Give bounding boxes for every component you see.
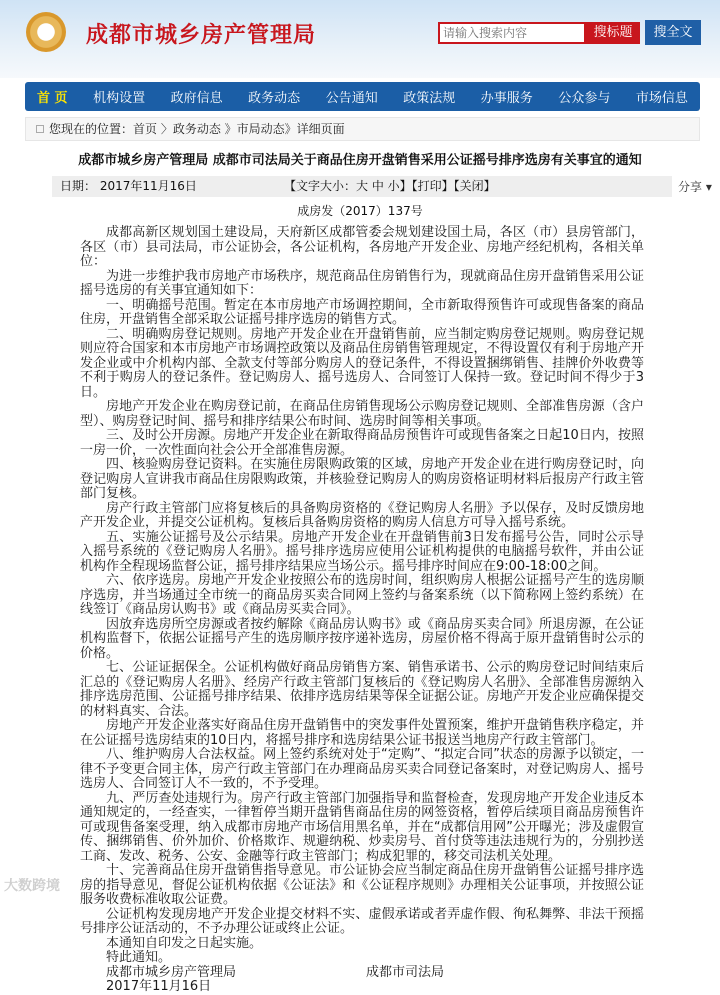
paragraph: 八、维护购房人合法权益。网上签约系统对处于“定购”、“拟定合同”状态的房源予以锁定，一律不予变更合同主体，房产行政主管部门在办理商品房买卖合同登记备案时，对登记购房人、摇号选房人、合同签订人不一致的，不予受理。	[80, 747, 644, 791]
paragraph: 三、及时公开房源。房地产开发企业在新取得商品房预售许可或现售备案之日起10日内，按照一房一价，一次性面向社会公开全部准售房源。	[80, 428, 644, 458]
article-meta-row	[52, 176, 720, 197]
paragraph: 为进一步维护我市房地产市场秩序，规范商品住房销售行为，现就商品住房开盘销售采用公证摇号选房的有关事宜通知如下：	[80, 268, 644, 298]
search-input[interactable]	[438, 22, 586, 44]
paragraph: 七、公证证据保全。公证机构做好商品房销售方案、销售承诺书、公示的购房登记时间结束后汇总的《登记购房人名册》、经房产行政主管部门复核后的《登记购房人名册》、全部准售房源纳入排序选房范围、公证摇号排序结果、依排序选房结果等保全证据公证。房地产开发企业应确保提交的材料真实、合法。	[80, 660, 644, 719]
article-body	[80, 226, 644, 995]
site-title: 成都市城乡房产管理局	[86, 22, 317, 48]
paragraph: 房产行政主管部门应将复核后的具备购房资格的《登记购房人名册》予以保存，及时反馈房地产开发企业，并提交公证机构。复核后具备购房资格的购房人信息方可导入摇号系统。	[80, 500, 644, 530]
nav-gov-info[interactable]: 政府信息	[170, 91, 223, 106]
nav-services[interactable]: 办事服务	[480, 91, 533, 106]
nav-policy[interactable]: 政策法规	[403, 91, 456, 106]
document-number: 成房发（2017）137号	[297, 204, 423, 218]
paragraph: 二、明确购房登记规则。房地产开发企业在开盘销售前，应当制定购房登记规则。购房登记规则应符合国家和本市房地产市场调控政策以及商品住房销售管理规定，不得设置仅有利于房地产开发企业或中介机构内部、全款支付等部分购房人的登记条件，不得设置捆绑销售、挂牌价外收费等不利于购房人的登记条件。登记购房人、摇号选房人、合同签订人保持一致。登记时间不得少于3日。	[80, 326, 644, 400]
paragraph: 一、明确摇号范围。暂定在本市房地产市场调控期间，全市新取得预售许可或现售备案的商品住房，开盘销售全部采取公证摇号排序选房的销售方式。	[80, 297, 644, 327]
nav-org[interactable]: 机构设置	[93, 91, 146, 106]
breadcrumb-text[interactable]: 您现在的位置：首页 〉政务动态 》市局动态》详细页面	[49, 122, 345, 136]
paragraph: 五、实施公证摇号及公示结果。房地产开发企业在开盘销售前3日发布摇号公告，同时公示导入摇号系统的《登记购房人名册》。摇号排序选房应使用公证机构提供的电脑摇号软件，并由公证机构作全程现场监督公证，摇号排序结果应当场公示。摇号排序时间应在9:00-18:00之间。	[80, 529, 644, 574]
article-title: 成都市城乡房产管理局 成都市司法局关于商品住房开盘销售采用公证摇号排序选房有关事宜的通知	[78, 153, 642, 168]
share-button[interactable]: 分享 ▾	[678, 180, 712, 194]
paragraph: 房地产开发企业落实好商品住房开盘销售中的突发事件处置预案，维护开盘销售秩序稳定，并在公证摇号选房结束的10日内，将摇号排序和选房结果公证书报送当地房产行政主管部门。	[80, 718, 644, 748]
main-nav	[25, 82, 700, 111]
nav-market[interactable]: 市场信息	[635, 91, 688, 106]
sign-date: 2017年11月16日	[106, 979, 212, 994]
signer-justice-bureau: 成都市司法局	[366, 964, 445, 980]
recipients: 成都高新区规划国土建设局，天府新区成都管委会规划建设国土局，各区（市）县房管部门，各区（市）县司法局，市公证协会，各公证机构，各房地产开发企业、房地产经纪机构，各相关单位：	[80, 225, 644, 269]
share-label: 分享	[678, 180, 703, 194]
article-date: 日期： 2017年11月16日	[60, 179, 197, 193]
paragraph: 房地产开发企业在购房登记前，在商品住房销售现场公示购房登记规则、全部准售房源（含户型）、购房登记时间、摇号和排序结果公布时间、选房时间等相关事项。	[80, 399, 644, 429]
paragraph: 十、完善商品住房开盘销售指导意见。市公证协会应当制定商品住房开盘销售公证摇号排序选房的指导意见，督促公证机构依据《公证法》和《公证程序规则》办理相关公证事项，并按照公证服务收费标准收取公证费。	[80, 863, 644, 907]
paragraph: 九、严厉查处违规行为。房产行政主管部门加强指导和监督检查，发现房地产开发企业违反本通知规定的，一经查实，一律暂停当期开盘销售商品住房的网签资格，暂停后续项目商品房预售许可或现售备案受理，纳入成都市房地产市场信用黑名单，并在“成都信用网”公开曝光；涉及虚假宣传、捆绑销售、价外加价、价格欺诈、规避纳税、炒卖房号、首付贷等违法违规行为的，分别抄送工商、发改、税务、公安、金融等行政主管部门；构成犯罪的，移交司法机关处理。	[80, 790, 644, 864]
breadcrumb	[25, 117, 700, 141]
paragraph: 因放弃选房所空房源或者按约解除《商品房认购书》或《商品房买卖合同》所退房源，在公证机构监督下，依据公证摇号产生的选房顺序按序递补选房，房屋价格不得高于原开盘销售时公示的价格。	[80, 616, 644, 661]
site-header	[0, 0, 720, 78]
bureau-logo	[26, 12, 66, 52]
nav-news[interactable]: 政务动态	[248, 91, 301, 106]
watermark: 大数跨境	[4, 878, 60, 894]
signer-housing-bureau: 成都市城乡房产管理局	[106, 964, 237, 980]
nav-home[interactable]: 首 页	[37, 91, 68, 106]
nav-public[interactable]: 公众参与	[558, 91, 611, 106]
paragraph: 四、核验购房登记资料。在实施住房限购政策的区域，房地产开发企业在进行购房登记时，向登记购房人宣讲我市商品住房限购政策，并核验登记购房人的购房资格证明材料后报房产行政主管部门复核。	[80, 457, 644, 501]
article-meta-bar	[52, 176, 672, 197]
square-icon	[36, 125, 44, 133]
paragraph: 本通知自印发之日起实施。	[106, 935, 263, 951]
signatures	[80, 966, 644, 981]
paragraph: 公证机构发现房地产开发企业提交材料不实、虚假承诺或者弄虚作假、徇私舞弊、非法干预摇号排序公证活动的，不予办理公证或终止公证。	[80, 906, 644, 936]
paragraph: 六、依序选房。房地产开发企业按照公布的选房时间，组织购房人根据公证摇号产生的选房顺序选房，并当场通过全市统一的商品房买卖合同网上签约与备案系统（以下简称网上签约系统）在线签订《商品房认购书》或《商品房买卖合同》。	[80, 573, 644, 617]
nav-notices[interactable]: 公告通知	[325, 91, 378, 106]
article-tools[interactable]: 【文字大小：大 中 小】【打印】【关闭】	[284, 179, 496, 193]
search-title-button[interactable]: 搜标题	[586, 22, 640, 44]
search-fulltext-button[interactable]: 搜全文	[645, 20, 701, 45]
paragraph: 特此通知。	[106, 950, 172, 965]
